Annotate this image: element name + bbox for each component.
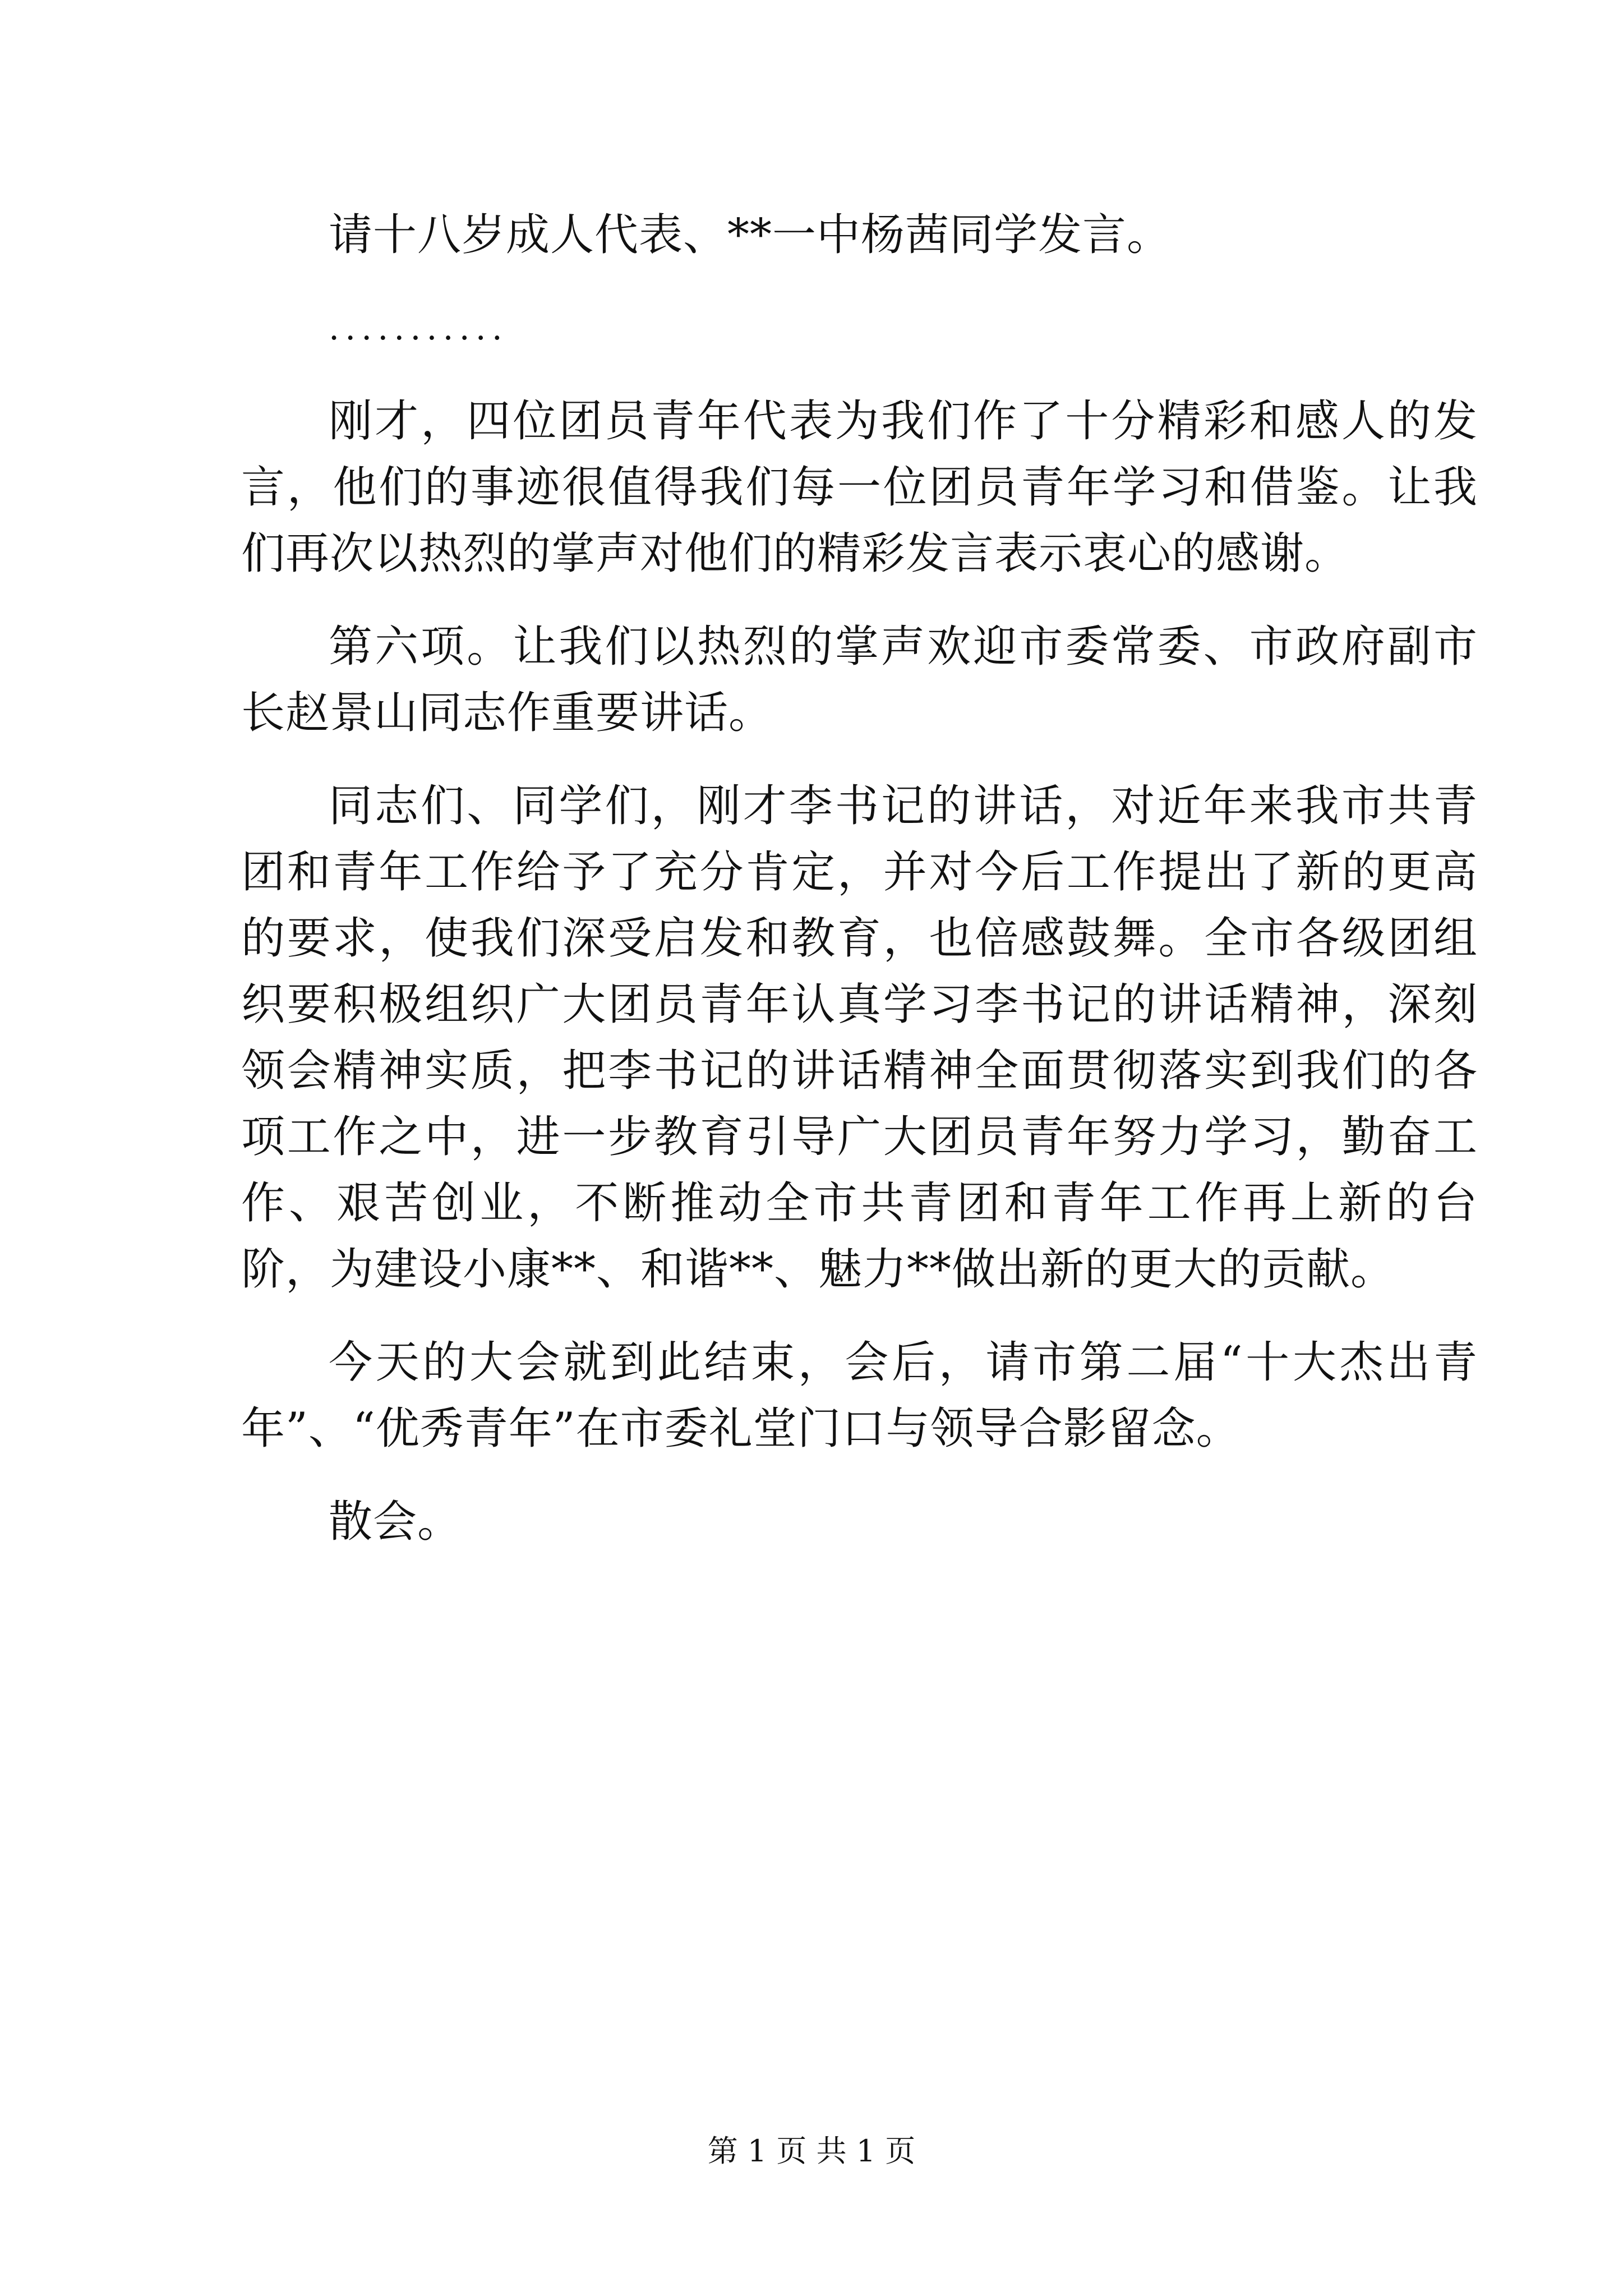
paragraph-summary: 同志们、同学们，刚才李书记的讲话，对近年来我市共青团和青年工作给予了充分肯定，并对今后工作提出了新的更高的要求，使我们深受启发和教育，也倍感鼓舞。全市各级团组织要积极组织广大团员青年认真学习李书记的讲话精神，深刻领会精神实质，把李书记的讲话精神全面贯彻落实到我们的各项工作之中，进一步教育引导广大团员青年努力学习，勤奋工作、艰苦创业，不断推动全市共青团和青年工作再上新的台阶，为建设小康**、和谐**、魅力**做出新的更大的贡献。 [241, 781, 1478, 1295]
document-body [241, 202, 1478, 1582]
paragraph-thanks: 刚才，四位团员青年代表为我们作了十分精彩和感人的发言，他们的事迹很值得我们每一位团员青年学习和借鉴。让我们再次以热烈的掌声对他们的精彩发言表示衷心的感谢。 [241, 396, 1478, 579]
paragraph-adjourn: 散会。 [329, 1497, 462, 1547]
ellipsis-line: ........... [329, 309, 508, 348]
paragraph-closing: 今天的大会就到此结束，会后，请市第二届“十大杰出青年”、“优秀青年”在市委礼堂门口与领导合影留念。 [241, 1337, 1478, 1454]
page-footer: 第 1 页 共 1 页 [707, 2133, 916, 2169]
paragraph-item-six: 第六项。让我们以热烈的掌声欢迎市委常委、市政府副市长赵景山同志作重要讲话。 [241, 622, 1478, 738]
paragraph-speaker-invite: 请十八岁成人代表、**一中杨茜同学发言。 [329, 210, 1172, 260]
